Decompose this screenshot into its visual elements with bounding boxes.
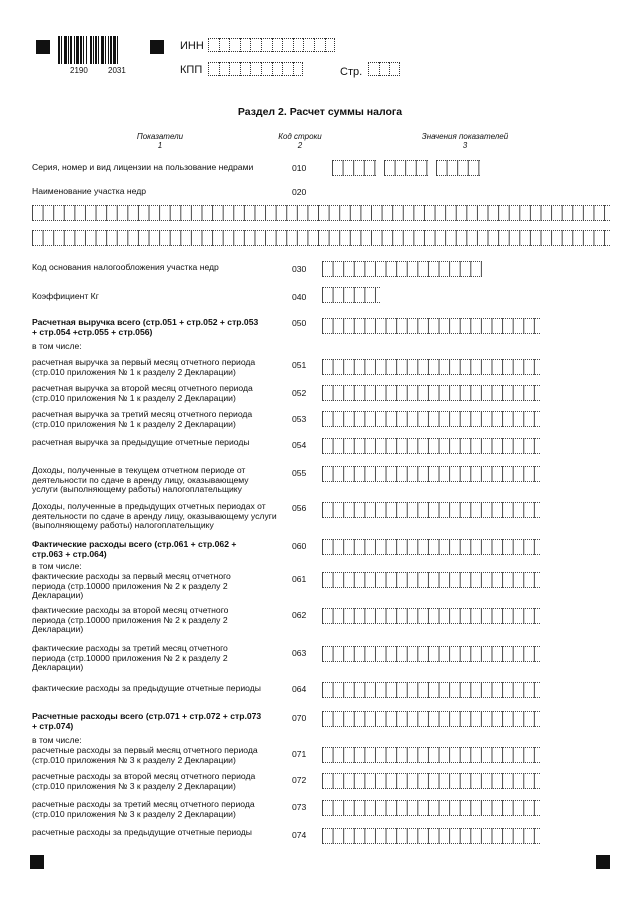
column-values-number: 3 <box>462 141 468 151</box>
barcode-number-right: 2031 <box>108 66 126 75</box>
row-010-code: 010 <box>292 163 307 173</box>
row-055-label: Доходы, полученные в текущем отчетном периоде от деятельности по сдаче в аренду лицу, оказывающему услуги (выполняющему работы) налогоплательщику <box>32 465 249 495</box>
registration-mark-top-left <box>36 40 50 54</box>
row-020-value-field-line2[interactable] <box>32 230 610 246</box>
barcode-number-left: 2190 <box>70 66 88 75</box>
row-073-label: расчетные расходы за третий месяц отчетного периода (стр.010 приложения № 3 к разделу 2 Декларации) <box>32 799 255 819</box>
row-074-label: расчетные расходы за предыдущие отчетные периоды <box>32 827 252 837</box>
column-indicators-label: Показатели <box>136 132 184 141</box>
row-010-value-field-2[interactable] <box>384 160 428 176</box>
row-054-value-field[interactable] <box>322 438 540 454</box>
row-074-code: 074 <box>292 830 307 840</box>
row-060-code: 060 <box>292 541 307 551</box>
row-050-code: 050 <box>292 318 307 328</box>
column-indicators-number: 1 <box>157 141 163 151</box>
row-063-value-field[interactable] <box>322 646 540 662</box>
row-063-label: фактические расходы за третий месяц отчетного периода (стр.10000 приложения № 2 к разделу 2 Декларации) <box>32 643 228 673</box>
page-label: Стр. <box>340 66 363 78</box>
row-071-value-field[interactable] <box>322 747 540 763</box>
column-line-code-number: 2 <box>297 141 303 151</box>
row-064-value-field[interactable] <box>322 682 540 698</box>
inn-label: ИНН <box>180 40 204 52</box>
row-010-value-field-3[interactable] <box>436 160 480 176</box>
row-060-label: Фактические расходы всего (стр.061 + стр.062 + стр.063 + стр.064) <box>32 539 237 559</box>
kpp-field[interactable] <box>208 62 303 76</box>
row-051-value-field[interactable] <box>322 359 540 375</box>
row-061-code: 061 <box>292 574 307 584</box>
row-056-value-field[interactable] <box>322 502 540 518</box>
row-073-value-field[interactable] <box>322 800 540 816</box>
row-030-value-field[interactable] <box>322 261 482 277</box>
row-071-code: 071 <box>292 749 307 759</box>
row-053-code: 053 <box>292 414 307 424</box>
row-071-label: расчетные расходы за первый месяц отчетного периода (стр.010 приложения № 3 к разделу 2 Декларации) <box>32 745 258 765</box>
column-values-label: Значения показателей <box>421 132 509 141</box>
row-072-label: расчетные расходы за второй месяц отчетного периода (стр.010 приложения № 3 к разделу 2 Декларации) <box>32 771 256 791</box>
row-063-code: 063 <box>292 648 307 658</box>
row-064-label: фактические расходы за предыдущие отчетные периоды <box>32 683 261 693</box>
row-010-value-field[interactable] <box>332 160 376 176</box>
row-050-label: Расчетная выручка всего (стр.051 + стр.052 + стр.053 + стр.054 +стр.055 + стр.056) <box>32 317 259 337</box>
row-050-value-field[interactable] <box>322 318 540 334</box>
row-062-label: фактические расходы за второй месяц отчетного периода (стр.10000 приложения № 2 к разделу 2 Декларации) <box>32 605 229 635</box>
row-055-code: 055 <box>292 468 307 478</box>
row-050-including: в том числе: <box>32 341 82 351</box>
row-054-code: 054 <box>292 440 307 450</box>
page-number-field[interactable] <box>368 62 400 76</box>
row-070-value-field[interactable] <box>322 711 540 727</box>
row-061-label: фактические расходы за первый месяц отчетного периода (стр.10000 приложения № 2 к разделу 2 Декларации) <box>32 571 231 601</box>
row-051-label: расчетная выручка за первый месяц отчетного периода (стр.010 приложения № 1 к разделу 2 Декларации) <box>32 357 256 377</box>
row-040-label: Коэффициент Кг <box>32 291 99 301</box>
row-062-code: 062 <box>292 610 307 620</box>
row-054-label: расчетная выручка за предыдущие отчетные периоды <box>32 437 250 447</box>
row-060-value-field[interactable] <box>322 539 540 555</box>
row-070-code: 070 <box>292 713 307 723</box>
row-052-code: 052 <box>292 388 307 398</box>
barcode <box>58 36 142 64</box>
kpp-label: КПП <box>180 64 203 76</box>
column-header-values <box>400 132 530 150</box>
row-061-value-field[interactable] <box>322 572 540 588</box>
row-055-value-field[interactable] <box>322 466 540 482</box>
row-072-code: 072 <box>292 775 307 785</box>
row-074-value-field[interactable] <box>322 828 540 844</box>
row-056-label: Доходы, полученные в предыдущих отчетных периодах от деятельности по сдаче в аренду лицу, оказывающему услуги (выполняющему работы) налогоплательщику <box>32 501 277 531</box>
row-060-including: в том числе: <box>32 561 82 571</box>
section-title: Раздел 2. Расчет суммы налога <box>237 106 403 118</box>
row-040-code: 040 <box>292 292 307 302</box>
column-header-indicators <box>110 132 210 150</box>
row-020-code: 020 <box>292 187 307 197</box>
row-030-code: 030 <box>292 264 307 274</box>
registration-mark-bottom-left <box>30 855 44 869</box>
row-052-value-field[interactable] <box>322 385 540 401</box>
row-062-value-field[interactable] <box>322 608 540 624</box>
column-line-code-label: Код строки <box>278 132 322 141</box>
inn-field[interactable] <box>208 38 335 52</box>
row-064-code: 064 <box>292 684 307 694</box>
row-052-label: расчетная выручка за второй месяц отчетного периода (стр.010 приложения № 1 к разделу 2 Декларации) <box>32 383 253 403</box>
row-070-including: в том числе: <box>32 735 82 745</box>
row-020-label: Наименование участка недр <box>32 186 146 196</box>
row-053-value-field[interactable] <box>322 411 540 427</box>
row-056-code: 056 <box>292 503 307 513</box>
row-040-value-field[interactable] <box>322 287 380 303</box>
row-070-label: Расчетные расходы всего (стр.071 + стр.072 + стр.073 + стр.074) <box>32 711 262 731</box>
row-010-label: Серия, номер и вид лицензии на пользование недрами <box>32 162 254 172</box>
row-053-label: расчетная выручка за третий месяц отчетного периода (стр.010 приложения № 1 к разделу 2 Декларации) <box>32 409 253 429</box>
registration-mark-top-right <box>150 40 164 54</box>
column-header-line-code <box>268 132 332 150</box>
registration-mark-bottom-right <box>596 855 610 869</box>
row-020-value-field-line1[interactable] <box>32 205 610 221</box>
row-073-code: 073 <box>292 802 307 812</box>
row-030-label: Код основания налогообложения участка недр <box>32 262 219 272</box>
row-051-code: 051 <box>292 360 307 370</box>
row-072-value-field[interactable] <box>322 773 540 789</box>
